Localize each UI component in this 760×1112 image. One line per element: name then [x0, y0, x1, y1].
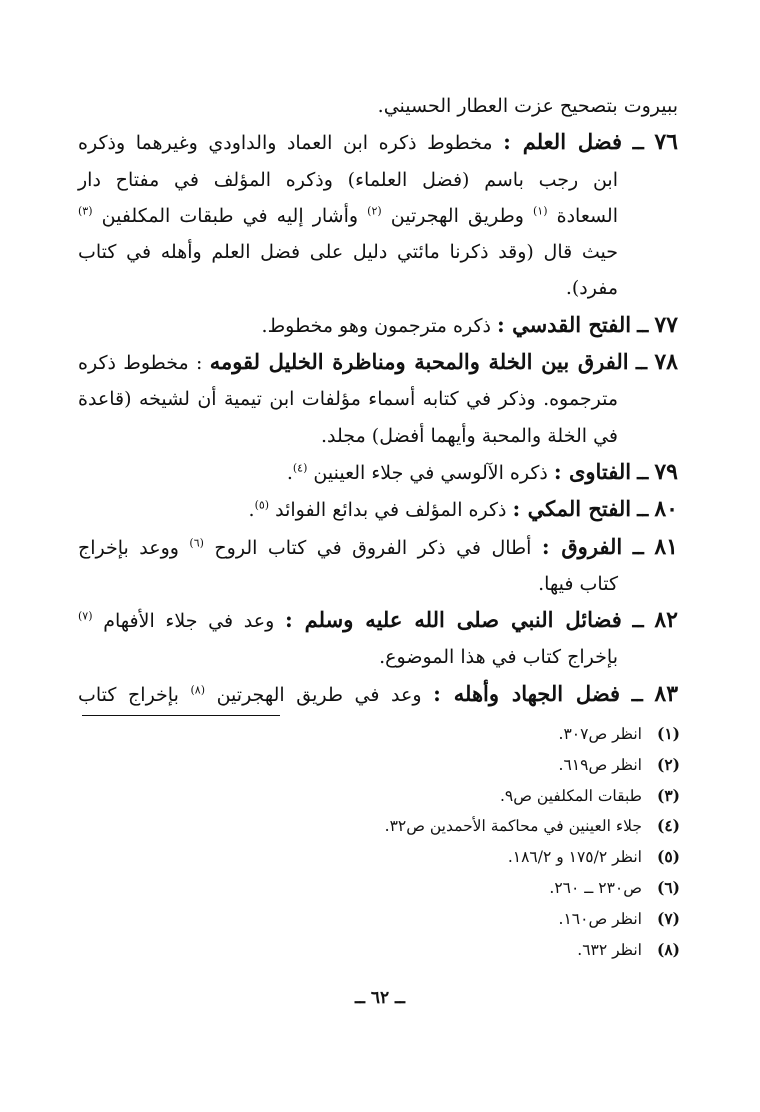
footnote-marker: (٧) — [78, 609, 93, 623]
footnote — [180, 750, 680, 781]
entry-title: فضائل النبي صلى الله عليه وسلم : — [284, 607, 622, 633]
entry-title: الفتح القدسي : — [497, 311, 632, 337]
text-line: في الخلة والمحبة وأيهما أفضل) مجلد. — [321, 424, 618, 447]
text-line: مترجموه. وذكر في كتابه أسماء مؤلفات ابن تيمية أن لشيخه (قاعدة — [78, 388, 618, 411]
entry-number: ٧٦ — [654, 129, 678, 156]
footnote-marker: (٤) — [292, 461, 308, 475]
footnote-text: انظر ص٣٠٧. — [558, 725, 642, 743]
entry-dash: ــ — [635, 352, 648, 375]
entry-text: مخطوط ذكره ابن العماد والداودي وغيرهما وذكره — [78, 132, 493, 155]
entry-dash: ــ — [637, 461, 649, 484]
footnote — [180, 935, 680, 966]
footnote-text: انظر ٦٣٢. — [577, 940, 642, 959]
footnote-text: انظر ص١٦٠. — [558, 909, 642, 928]
entry-dash: ــ — [637, 499, 649, 522]
entry-title: فضل العلم : — [503, 129, 623, 155]
footnote-number: (٣) — [656, 785, 680, 805]
entry-81-line-1 — [78, 529, 678, 566]
footnote-number: (٦) — [656, 877, 680, 897]
entry-dash: ــ — [632, 610, 644, 633]
entry-dash: ــ — [631, 683, 643, 706]
text-line: ابن رجب باسم (فضل العلماء) وذكره المؤلف في مفتاح دار — [78, 168, 618, 191]
entry-end: . — [248, 499, 255, 522]
footnote-marker: (٢) — [367, 204, 382, 218]
footnote-number: (٨) — [656, 939, 680, 959]
entry-78-line-1 — [78, 344, 678, 381]
text-line: مفرد). — [565, 277, 618, 300]
entry-text: : مخطوط ذكره — [78, 352, 203, 375]
footnote — [180, 873, 680, 904]
footnote-text: جلاء العينين في محاكمة الأحمدين ص٣٢. — [384, 817, 642, 836]
entry-79-line-1 — [78, 454, 678, 491]
footnote — [180, 811, 680, 842]
footnote — [180, 781, 680, 812]
main-text — [78, 88, 678, 713]
footnote-marker: (١) — [532, 204, 548, 218]
entry-text: وعد في جلاء الأفهام — [103, 610, 275, 633]
entry-text: ذكره مترجمون وهو مخطوط. — [261, 314, 491, 337]
entry-dash: ــ — [637, 314, 649, 337]
footnote-text: طبقات المكلفين ص٩. — [499, 786, 642, 805]
entry-number: ٨٣ — [654, 680, 679, 707]
entry-text: بإخراج كتاب — [78, 683, 179, 706]
text-line: بإخراج كتاب في هذا الموضوع. — [379, 646, 618, 669]
footnote — [180, 842, 680, 873]
entry-number: ٨١ — [654, 533, 678, 560]
entry-text: ذكره المؤلف في بدائع الفوائد — [275, 499, 507, 522]
footnote-marker: (٦) — [189, 536, 204, 550]
text-line: ببيروت بتصحيح عزت العطار الحسيني. — [377, 95, 678, 117]
entry-83-line-1 — [78, 676, 678, 713]
footnote-number: (٤) — [656, 816, 680, 836]
entry-text: أطال في ذكر الفروق في كتاب الروح — [214, 536, 532, 559]
text-segment: السعادة — [556, 204, 618, 227]
text-segment: وأشار إليه في طبقات المكلفين — [101, 204, 359, 227]
footnote-text: انظر ١٧٥/٢ و ١٨٦/٢. — [507, 848, 642, 867]
entry-end: . — [286, 461, 293, 484]
entry-text: ووعد بإخراج — [78, 536, 179, 559]
entry-title: فضل الجهاد وأهله : — [433, 680, 621, 706]
entry-dash: ــ — [632, 132, 644, 155]
text-line — [78, 198, 678, 234]
footnote-text: انظر ص٦١٩. — [558, 755, 642, 774]
text-line: حيث قال (وقد ذكرنا مائتي دليل على فضل العلم وأهله في كتاب — [78, 241, 618, 264]
page-number: ــ ٦٢ ــ — [354, 988, 406, 1008]
footnote-separator — [82, 715, 280, 716]
footnote — [180, 719, 680, 750]
footnote-number: (١) — [656, 724, 680, 743]
footnote — [180, 904, 680, 935]
footnote-marker: (٣) — [78, 204, 93, 218]
footnote-marker: (٥) — [254, 498, 270, 512]
entry-number: ٨٠ — [654, 496, 678, 523]
entry-title: الفتح المكي : — [512, 496, 632, 522]
footnotes — [180, 719, 680, 965]
footnote-number: (٧) — [656, 908, 680, 928]
entry-number: ٨٢ — [654, 607, 678, 634]
entry-title: الفتاوى : — [553, 458, 632, 484]
entry-title: الفروق : — [541, 533, 623, 559]
text-segment: وطريق الهجرتين — [390, 204, 524, 227]
footnote-number: (٥) — [656, 847, 680, 867]
entry-text: وعد في طريق الهجرتين — [216, 683, 422, 706]
entry-dash: ــ — [632, 536, 644, 559]
entry-76-line-1 — [78, 124, 678, 161]
entry-number: ٧٩ — [654, 458, 678, 485]
entry-77-line-1 — [78, 307, 678, 344]
entry-82-line-1 — [78, 602, 678, 639]
entry-title: الفرق بين الخلة والمحبة ومناظرة الخليل لقومه — [209, 349, 629, 375]
footnote-number: (٢) — [656, 754, 680, 774]
entry-number: ٧٧ — [654, 311, 678, 338]
entry-number: ٧٨ — [654, 349, 678, 376]
footnote-marker: (٨) — [190, 683, 205, 697]
text-line: كتاب فيها. — [538, 572, 618, 595]
entry-80-line-1 — [78, 491, 678, 528]
entry-text: ذكره الآلوسي في جلاء العينين — [313, 461, 548, 484]
footnote-text: ص٢٣٠ ــ ٢٦٠. — [549, 878, 642, 897]
